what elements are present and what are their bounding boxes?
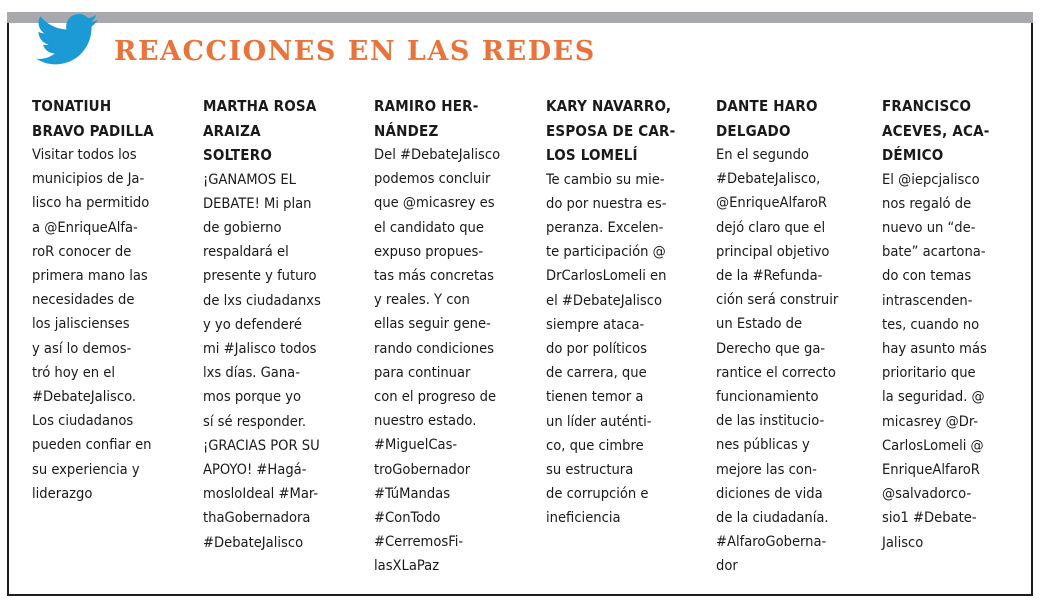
tweet-text-line: #CerremosFi- [374,533,464,551]
tweet-text-line: a @EnriqueAlfa- [32,218,138,236]
tweet-text-line: roR conocer de [32,242,132,260]
tweet-text-line: la seguridad. @ [882,388,985,406]
tweet-text-line: te participación @ [546,243,666,261]
article-frame [7,12,1033,596]
tweet-text-line: mi #Jalisco todos [203,339,317,357]
tweet-text-line: lxs días. Gana- [203,364,300,382]
tweet-text [716,143,838,579]
tweet-text-line: Jalisco [882,533,924,551]
author-name-line: KARY NAVARRO, [546,97,672,115]
tweet-text-line: tes, cuando no [882,315,980,333]
author-name [32,94,154,143]
post-column-tonatiuh-bravo [32,94,154,506]
tweet-text-line: de lxs ciudadanxs [203,291,321,309]
tweet-text-line: nes públicas y [716,436,810,454]
tweet-text-line: ineficiencia [546,509,621,527]
tweet-text-line: #MiguelCas- [374,436,458,454]
tweet-text-line: rando condiciones [374,339,494,357]
tweet-text-line: lasXLaPaz [374,557,440,575]
tweet-text-line: #TúMandas [374,484,451,502]
tweet-text-line: de la #Refunda- [716,267,823,285]
tweet-text-line: mejore las con- [716,460,817,478]
post-column-kary-navarro [546,94,675,531]
tweet-text-line: podemos concluir [374,170,491,188]
author-name-line: LOS LOMELÍ [546,146,638,164]
tweet-text-line: bate” acartona- [882,243,986,261]
tweet-text-line: rantice el correcto [716,363,836,381]
tweet-text-line: su estructura [546,460,634,478]
tweet-text-line: un Estado de [716,315,803,333]
tweet-text-line: do con temas [882,267,972,285]
author-name-line: ESPOSA DE CAR- [546,121,676,140]
tweet-text-line: DEBATE! Mi plan [203,194,312,212]
tweet-text-line: expuso propues- [374,242,484,260]
top-bar [7,12,1033,23]
tweet-text-line: Derecho que ga- [716,339,826,357]
tweet-text-line: dejó claro que el [716,218,826,236]
tweet-text-line: nuevo un “de- [882,218,976,236]
tweet-text-line: Del #DebateJalisco [374,146,501,163]
tweet-text-line: @EnriqueAlfaroR [716,194,828,212]
section-title: REACCIONES EN LAS REDES [114,36,596,67]
tweet-text-line: de las institucio- [716,412,825,430]
tweet-text-line: CarlosLomeli @ [882,436,984,454]
tweet-text-line: nos regaló de [882,194,972,212]
tweet-text-line: dor [716,557,738,575]
author-name-line: DELGADO [716,121,791,140]
tweet-text-line: En el segundo [716,146,809,163]
tweet-text-line: ción será construir [716,291,839,309]
tweet-text-line: #AlfaroGoberna- [716,533,827,551]
tweet-text-line: de gobierno [203,218,282,236]
tweet-text-line: sio1 #Debate- [882,509,977,527]
tweet-text-line: lisco ha permitido [32,194,150,212]
tweet-text-line: do por nuestra es- [546,194,667,212]
tweet-text-line: de corrupción e [546,485,649,503]
tweet-text-line: necesidades de [32,291,135,309]
tweet-text-line: nuestro estado. [374,412,477,430]
tweet-text-line: y yo defenderé [203,315,302,333]
author-name-line: DÉMICO [882,146,944,164]
tweet-text-line: diciones de vida [716,484,823,502]
tweet-text-line: de carrera, que [546,364,647,382]
twitter-bird-icon [27,8,109,70]
tweet-text [546,168,675,531]
tweet-text-line: mos porque yo [203,388,302,406]
tweet-text [374,143,500,579]
tweet-text-line: sí sé responder. [203,412,307,430]
tweet-text-line: Los ciudadanos [32,412,134,430]
tweet-text-line: Visitar todos los [32,146,137,163]
tweet-text-line: co, que cimbre [546,436,644,454]
author-name-line: ACEVES, ACA- [882,121,990,140]
author-name [374,94,500,143]
author-name [882,94,990,168]
tweet-text [203,168,321,555]
tweet-text-line: y así lo demos- [32,339,132,357]
tweet-text-line: intrascenden- [882,291,973,309]
tweet-text-line: EnriqueAlfaroR [882,460,980,478]
post-column-ramiro-hernandez [374,94,500,579]
tweet-text-line: APOYO! #Hagá- [203,460,307,478]
author-name-line: RAMIRO HER- [374,97,479,115]
author-name-line: TONATIUH [32,97,112,115]
post-column-martha-araiza [203,94,321,555]
author-name [716,94,838,143]
author-name-line: FRANCISCO [882,97,972,115]
tweet-text-line: Te cambio su mie- [546,170,665,188]
tweet-text-line: pueden confiar en [32,436,152,454]
tweet-text [32,143,154,506]
tweet-text-line: DrCarlosLomeli en [546,267,667,285]
tweet-text-line: hay asunto más [882,339,987,357]
tweet-text-line: #DebateJalisco. [32,388,137,406]
tweet-text-line: prioritario que [882,364,976,382]
tweet-text-line: de la ciudadanía. [716,509,829,527]
author-name-line: NÁNDEZ [374,121,439,140]
tweet-text-line: troGobernador [374,460,471,478]
tweet-text-line: do por políticos [546,339,648,357]
tweet-text-line: micasrey @Dr- [882,412,979,430]
tweet-text-line: thaGobernadora [203,509,311,527]
tweet-text-line: ¡GANAMOS EL [203,170,296,188]
tweet-text-line: #ConTodo [374,509,441,527]
post-column-dante-haro [716,94,838,579]
tweet-text-line: presente y futuro [203,267,317,285]
tweet-text-line: #DebateJalisco, [716,170,821,188]
tweet-text-line: #DebateJalisco [203,533,304,551]
tweet-text-line: que @micasrey es [374,194,495,212]
tweet-text-line: liderazgo [32,484,93,502]
tweet-text-line: para continuar [374,363,471,381]
tweet-text-line: el #DebateJalisco [546,291,663,309]
tweet-text-line: funcionamiento [716,388,819,406]
tweet-text-line: siempre ataca- [546,315,645,333]
tweet-text-line: su experiencia y [32,460,140,478]
tweet-text-line: y reales. Y con [374,291,470,309]
tweet-text [882,168,990,555]
tweet-text-line: el candidato que [374,218,484,236]
post-column-francisco-aceves [882,94,990,555]
author-name [546,94,675,168]
tweet-text-line: principal objetivo [716,242,830,260]
tweet-text-line: primera mano las [32,267,148,285]
tweet-text-line: mosloIdeal #Mar- [203,485,319,503]
author-name-line: BRAVO PADILLA [32,121,154,140]
author-name-line: MARTHA ROSA [203,97,317,115]
tweet-text-line: peranza. Excelen- [546,218,664,236]
tweet-text-line: tienen temor a [546,388,644,406]
tweet-text-line: ¡GRACIAS POR SU [203,436,320,454]
tweet-text-line: un líder auténti- [546,412,652,430]
author-name-line: SOLTERO [203,146,272,164]
author-name-line: ARAIZA [203,121,261,140]
tweet-text-line: El @iepcjalisco [882,170,980,188]
tweet-text-line: con el progreso de [374,388,497,406]
tweet-text-line: los jaliscienses [32,315,130,333]
author-name [203,94,321,168]
tweet-text-line: @salvadorco- [882,485,972,503]
tweet-text-line: respaldará el [203,243,289,261]
author-name-line: DANTE HARO [716,97,818,115]
tweet-text-line: ellas seguir gene- [374,315,491,333]
tweet-text-line: tró hoy en el [32,363,116,381]
tweet-text-line: municipios de Ja- [32,170,145,188]
tweet-text-line: tas más concretas [374,267,495,285]
